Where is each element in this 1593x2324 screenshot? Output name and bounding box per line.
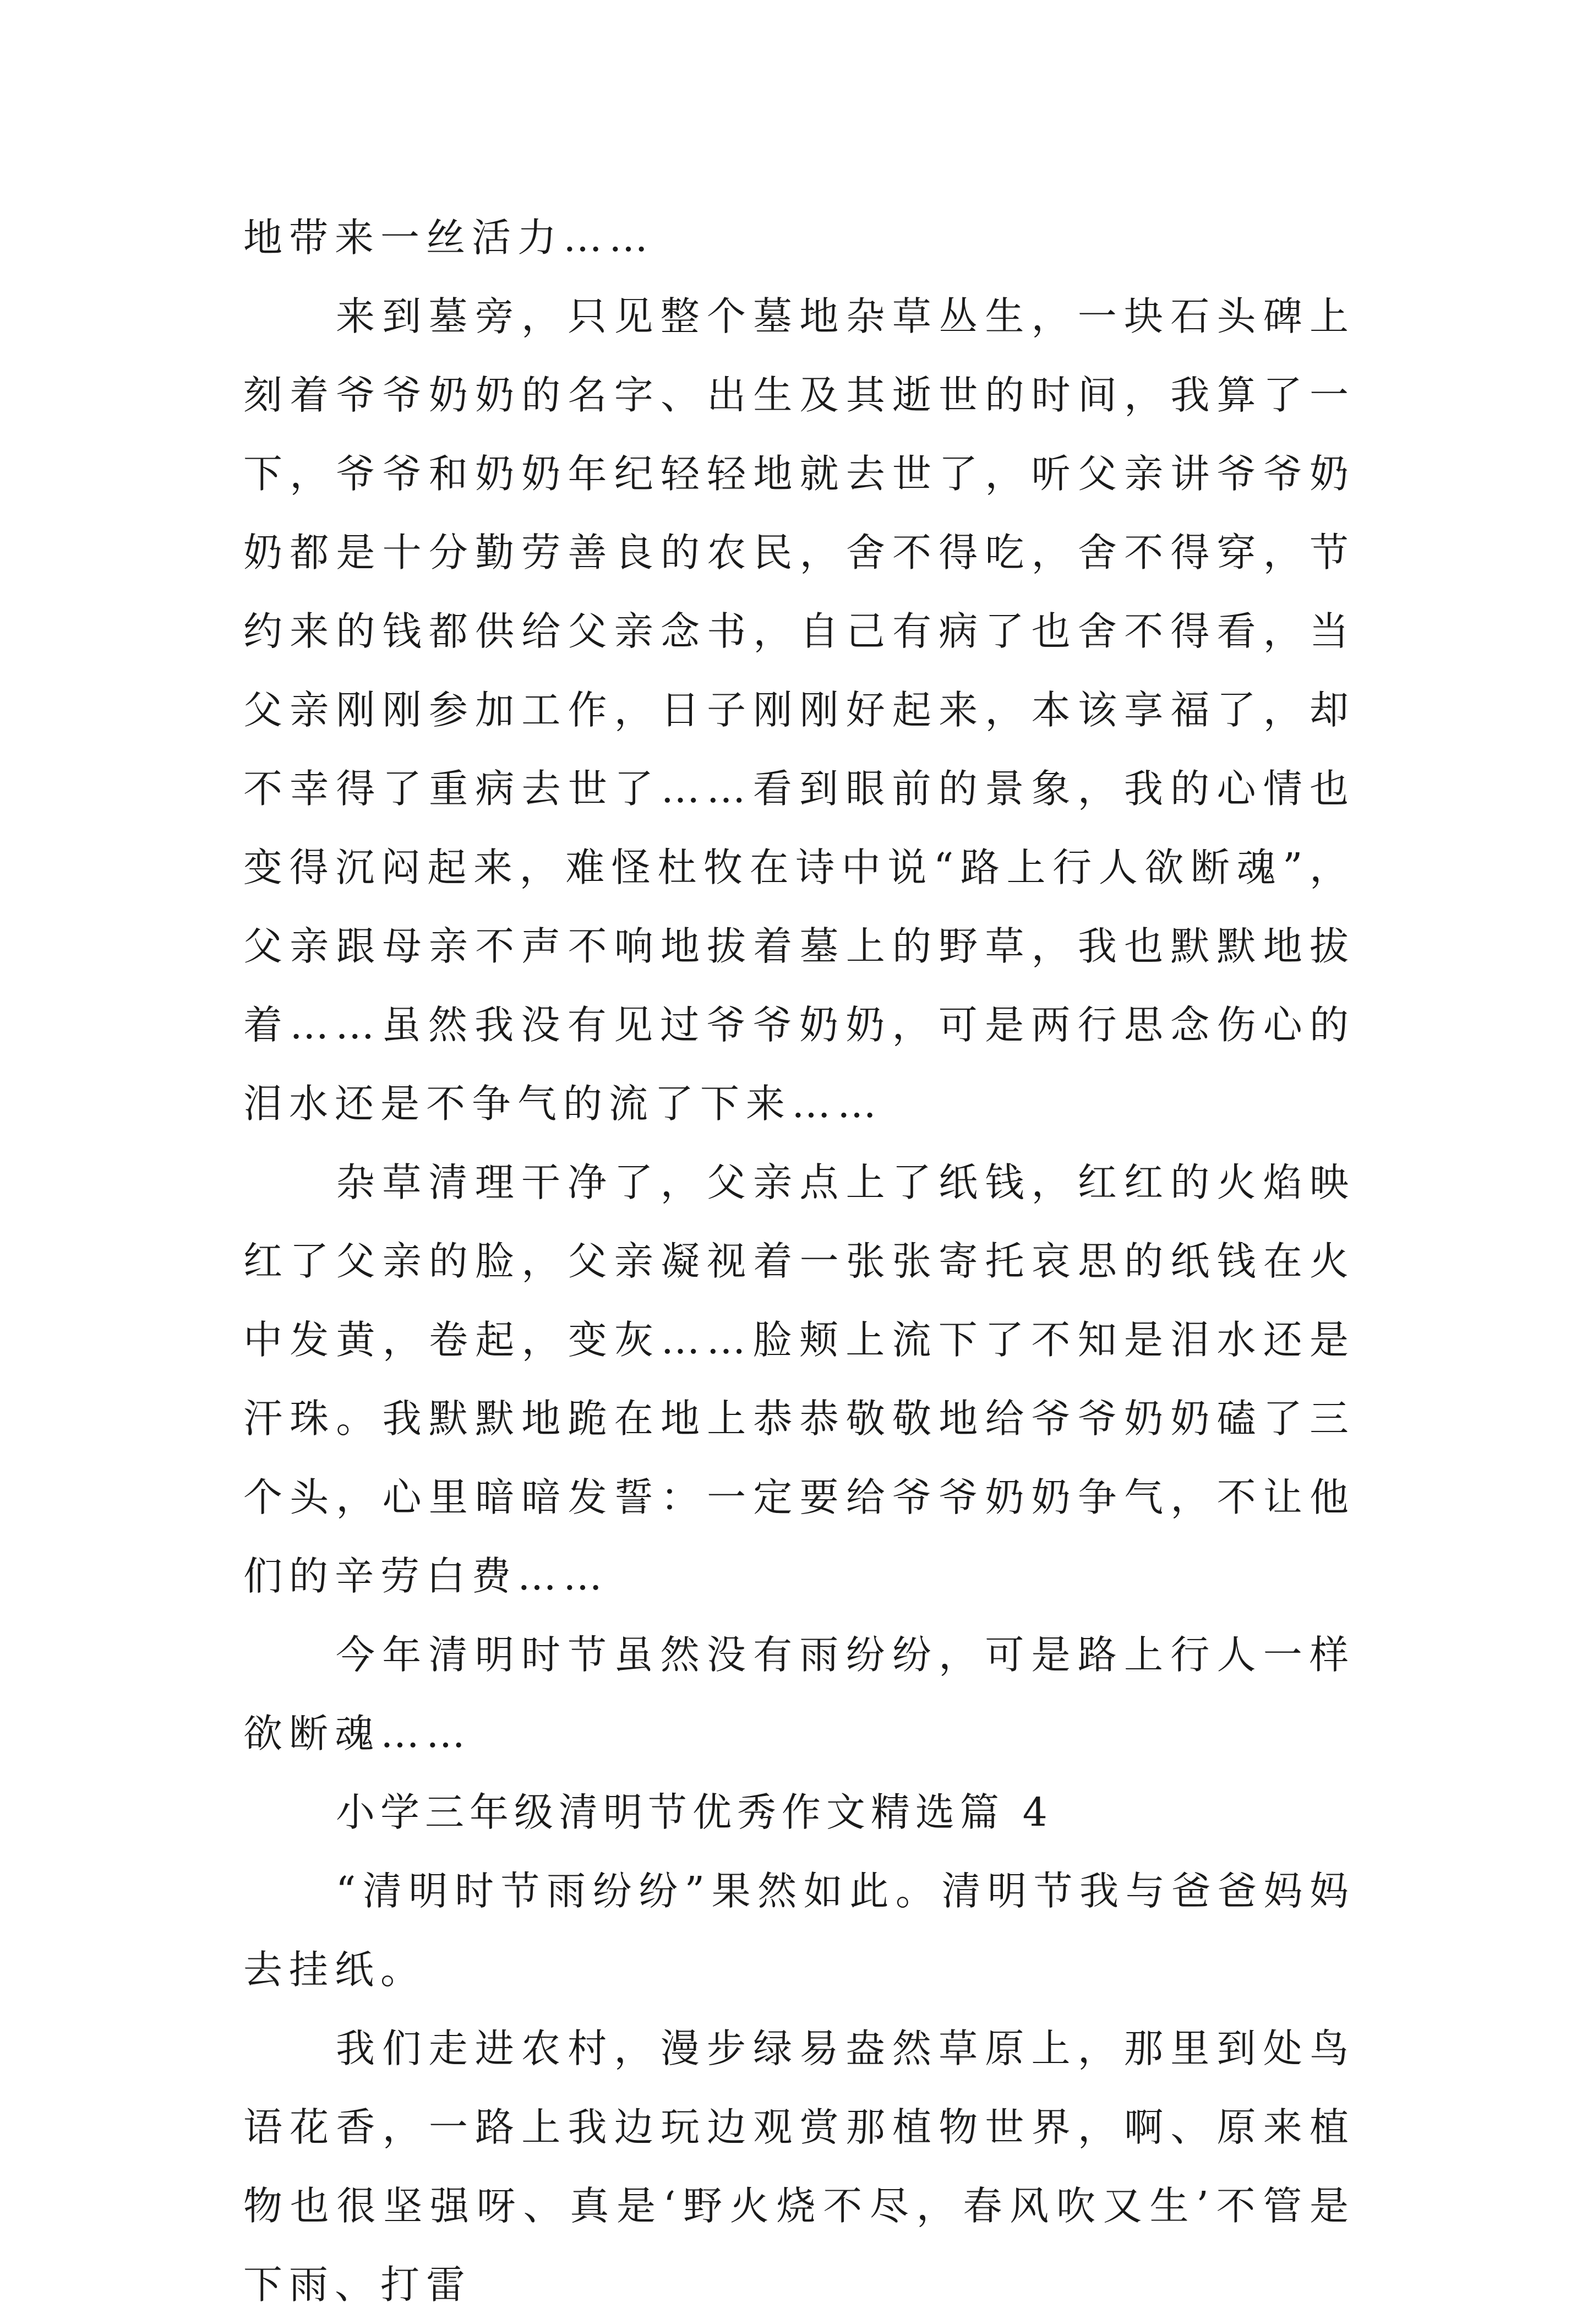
document-body [243, 198, 1355, 2324]
paragraph-closing: 今年清明时节虽然没有雨纷纷，可是路上行人一样欲断魂…… [243, 1632, 1355, 1756]
section-heading: 小学三年级清明节优秀作文精选篇 4 [336, 1789, 1053, 1835]
paragraph-countryside: 我们走进农村，漫步绿易盎然草原上，那里到处鸟语花香，一路上我边玩边观赏那植物世界，啊、原来植物也很坚强呀、真是‘野火烧不尽，春风吹又生’不管是下雨、打雷 [243, 2026, 1355, 2307]
paragraph-qingming-rain: “清明时节雨纷纷”果然如此。清明节我与爸爸妈妈去挂纸。 [243, 1868, 1355, 1993]
paragraph-grave-visit: 来到墓旁，只见整个墓地杂草丛生，一块石头碑上刻着爷爷奶奶的名字、出生及其逝世的时间，我算了一下，爷爷和奶奶年纪轻轻地就去世了，听父亲讲爷爷奶奶都是十分勤劳善良的农民，舍不得吃，舍不得穿，节约来的钱都供给父亲念书，自己有病了也舍不得看，当父亲刚刚参加工作，日子刚刚好起来，本该享福了，却不幸得了重病去世了……看到眼前的景象，我的心情也变得沉闷起来，难怪杜牧在诗中说“路上行人欲断魂”，父亲跟母亲不声不响地拔着墓上的野草，我也默默地拔着……虽然我没有见过爷爷奶奶，可是两行思念伤心的泪水还是不争气的流了下来…… [243, 293, 1355, 1126]
paragraph-burning-paper: 杂草清理干净了，父亲点上了纸钱，红红的火焰映红了父亲的脸，父亲凝视着一张张寄托哀思的纸钱在火中发黄，卷起，变灰……脸颊上流下了不知是泪水还是汗珠。我默默地跪在地上恭恭敬敬地给爷爷奶奶磕了三个头，心里暗暗发誓：一定要给爷爷奶奶争气，不让他们的辛劳白费…… [243, 1160, 1355, 1599]
paragraph-continuation: 地带来一丝活力…… [243, 215, 655, 260]
